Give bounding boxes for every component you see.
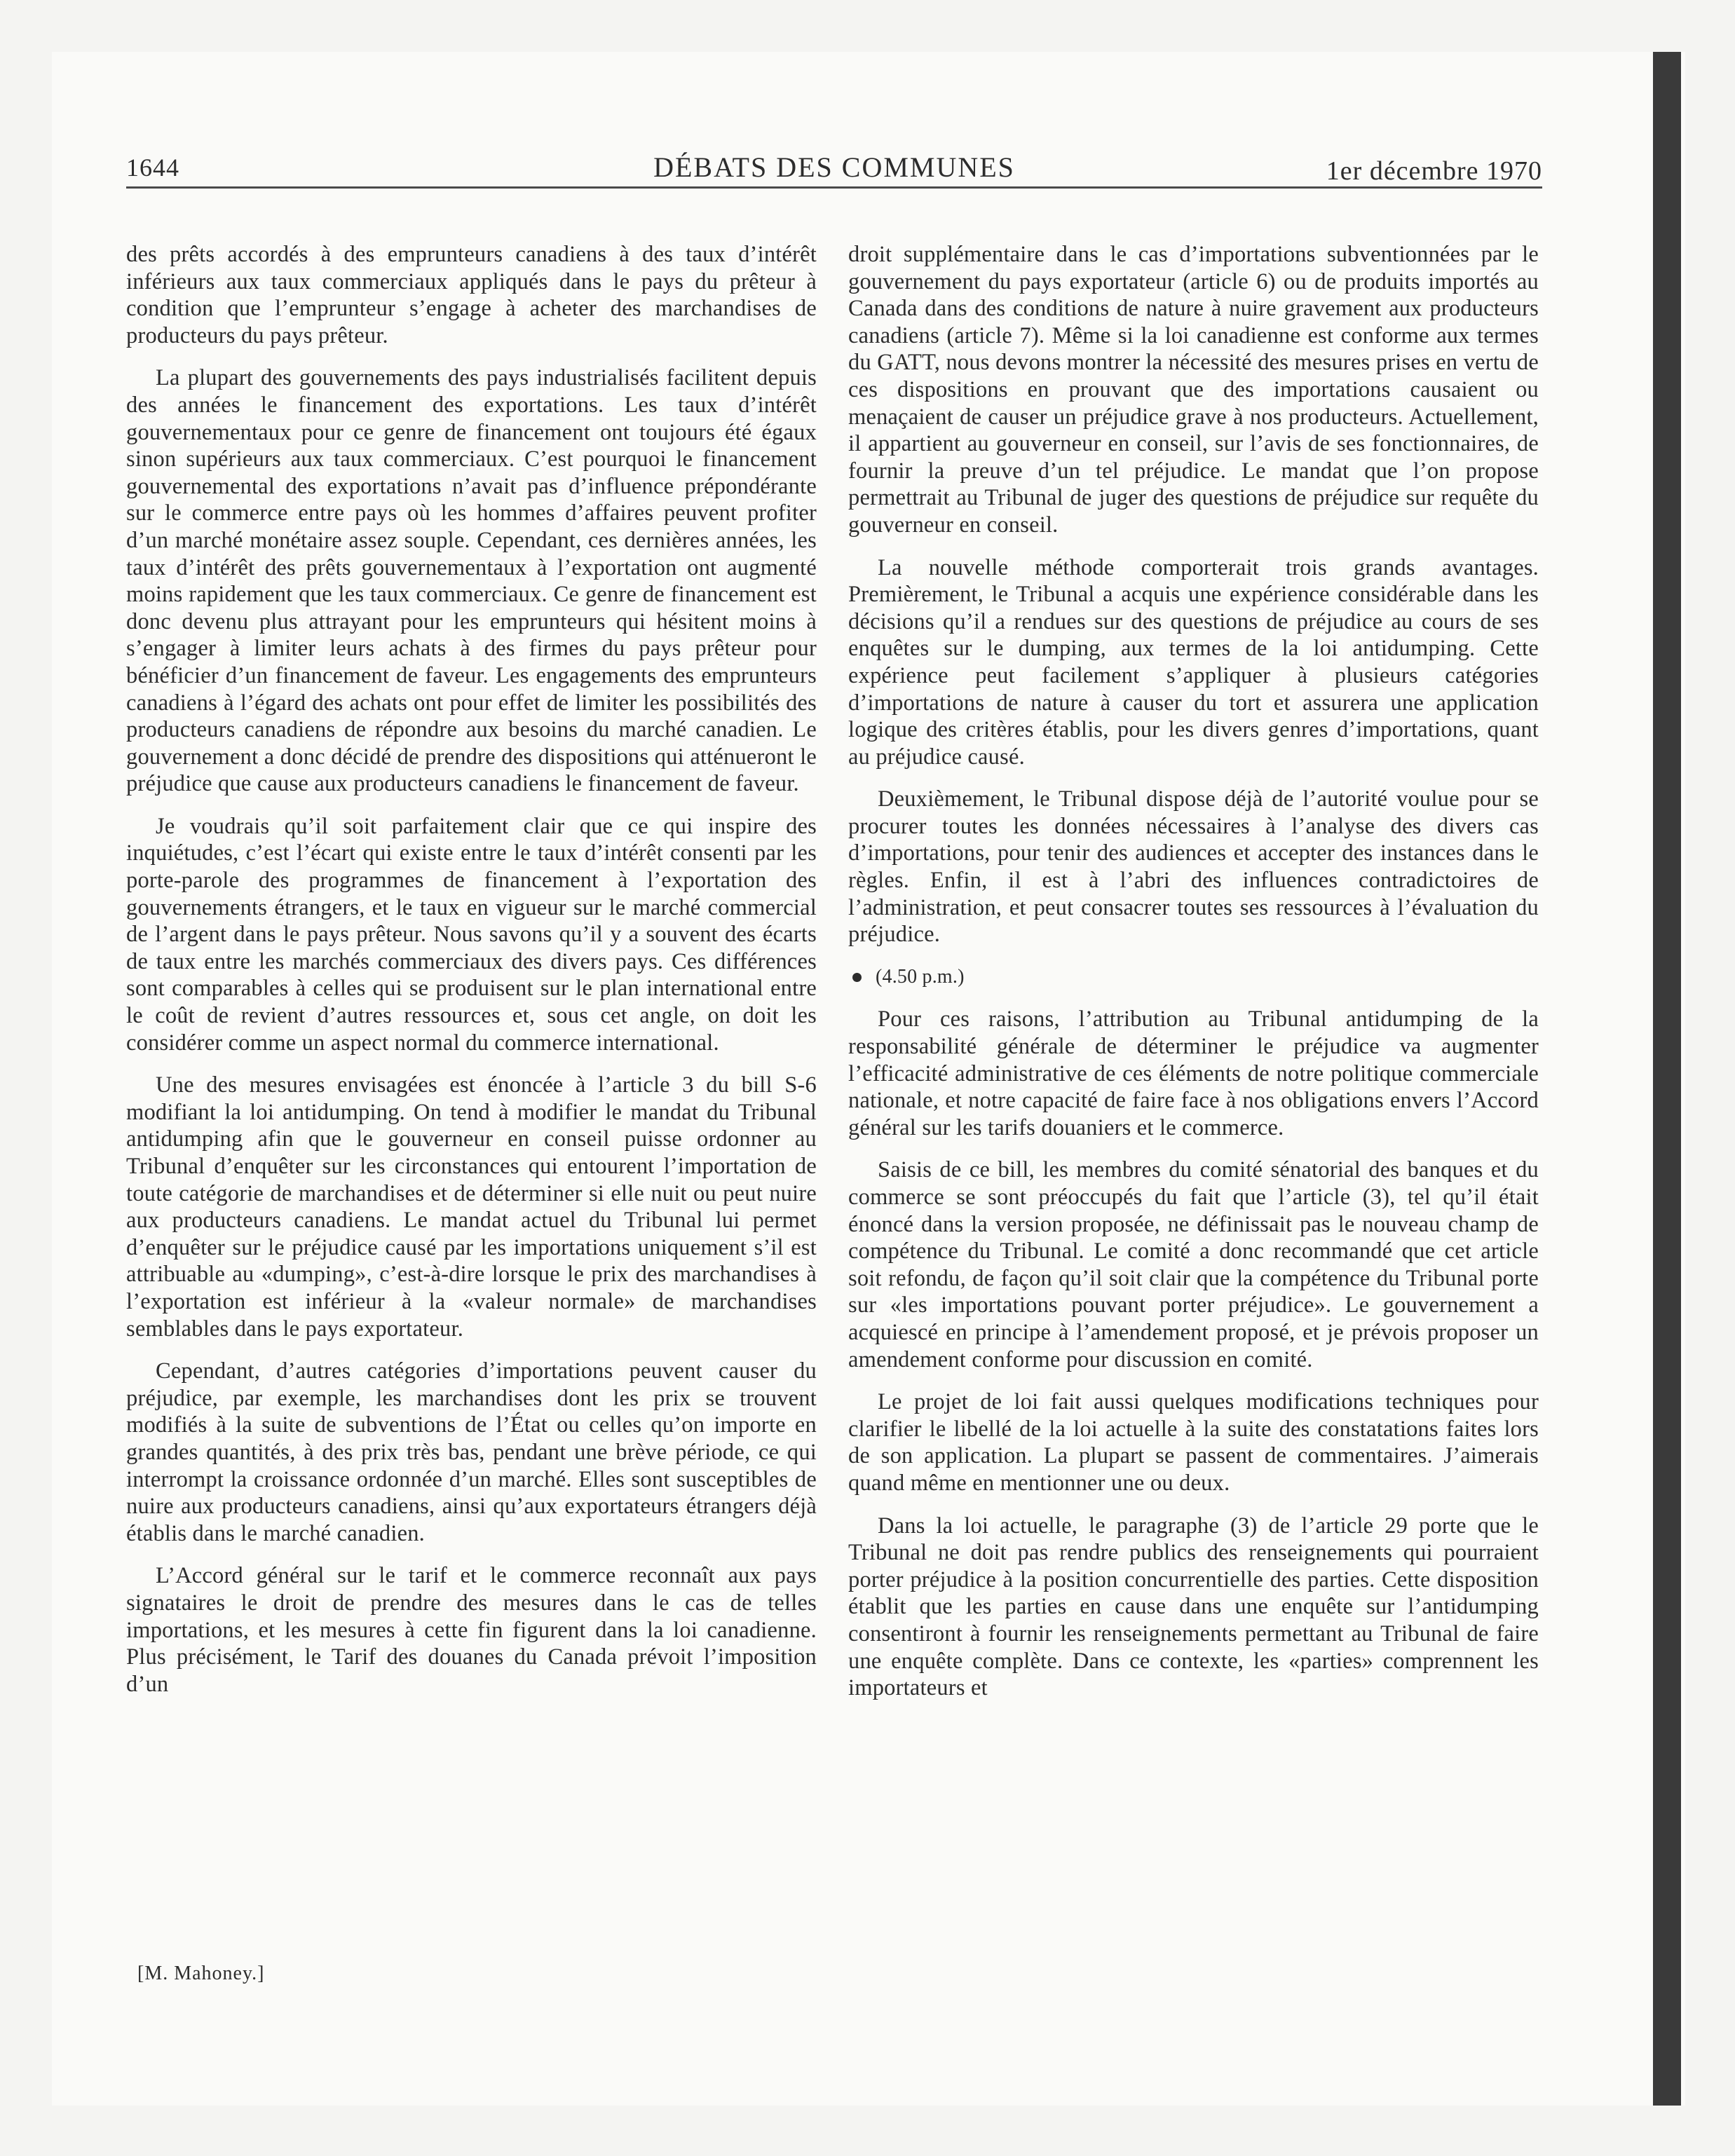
paragraph: L’Accord général sur le tarif et le commerce reconnaît aux pays signataires le droit de prendre des mesures dans le cas de telles importations, et les mesures à cette fin figurent dans la loi canadienne. Plus précisément, le Tarif des douanes du Canada prévoit l’imposition d’un bbox=[126, 1563, 817, 1697]
speaker-attribution: [M. Mahoney.] bbox=[137, 1963, 265, 1984]
paragraph: La plupart des gouvernements des pays industrialisés facilitent depuis des années le financement des exportations. Les taux d’intérêt gouvernementaux pour ce genre de financement ont toujours été égaux sinon supérieurs aux taux commerciaux. C’est pourquoi le financement gouvernemental des exportations n’avait pas d’influence prépondérante sur le commerce entre pays où les hommes d’affaires peuvent profiter d’un marché monétaire assez souple. Cependant, ces dernières années, les taux d’intérêt des prêts gouvernementaux à l’exportation ont augmenté moins rapidement que les taux commerciaux. Ce genre de financement est donc devenu plus attrayant pour les emprunteurs qui hésitent moins à s’engager à limiter leurs achats à des firmes du pays prêteur pour bénéficier d’un financement de faveur. Les engagements des emprunteurs canadiens à l’égard des achats ont pour effet de limiter les possibilités des producteurs canadiens de répondre aux besoins du marché canadien. Le gouvernement a donc décidé de prendre des dispositions qui atténueront le préjudice que cause aux producteurs canadiens le financement de faveur. bbox=[126, 365, 817, 797]
publication-title: DÉBATS DES COMMUNES bbox=[653, 151, 1015, 183]
paragraph: Deuxièmement, le Tribunal dispose déjà de l’autorité voulue pour se procurer toutes les données nécessaires à l’analyse des divers cas d’importations, pour tenir des audiences et accepter des instances dans le règles. Enfin, il est à l’abri des influences contradictoires de l’administration, et peut consacrer toutes ses ressources à l’évaluation du préjudice. bbox=[848, 786, 1539, 948]
paragraph: Je voudrais qu’il soit parfaitement clair que ce qui inspire des inquiétudes, c’est l’écart qui existe entre le taux d’intérêt consenti par les porte-parole des programmes de financement à l’exportation des gouvernements étrangers, et le taux en vigueur sur le marché commercial de l’argent dans le pays prêteur. Nous savons qu’il y a souvent des écarts de taux entre les marchés commerciaux des divers pays. Ces différences sont comparables à celles qui se produisent sur le plan international entre le coût de revient d’autres ressources et, sous cet angle, on doit les considérer comme un aspect normal du commerce international. bbox=[126, 813, 817, 1056]
paragraph: La nouvelle méthode comporterait trois grands avantages. Premièrement, le Tribunal a acquis une expérience considérable dans les décisions qu’il a rendues sur des questions de préjudice au cours de ses enquêtes sur le dumping, aux termes de la loi antidumping. Cette expérience peut facilement s’appliquer à plusieurs catégories d’importations de nature à causer du tort et assurera une application logique des critères établis, pour les divers genres d’importations, quant au préjudice causé. bbox=[848, 554, 1539, 770]
time-marker bbox=[848, 964, 1539, 991]
paragraph: droit supplémentaire dans le cas d’importations subventionnées par le gouvernement du pays exportateur (article 6) ou de produits importés au Canada dans des conditions de nature à nuire gravement aux producteurs canadiens (article 7). Même si la loi canadienne est conforme aux termes du GATT, nous devons montrer la nécessité des mesures prises en vertu de ces dispositions en prouvant que des importations causaient ou menaçaient de causer un préjudice grave à nos producteurs. Actuellement, il appartient au gouverneur en conseil, sur l’avis de ses fonctionnaires, de fournir la preuve d’un tel préjudice. Le mandat que l’on propose permettrait au Tribunal de juger des questions de préjudice sur requête du gouverneur en conseil. bbox=[848, 242, 1539, 538]
page-number: 1644 bbox=[126, 153, 179, 182]
left-column bbox=[126, 241, 817, 1713]
bullet-icon bbox=[852, 973, 862, 982]
time-marker-text: (4.50 p.m.) bbox=[876, 965, 965, 988]
paragraph: Une des mesures envisagées est énoncée à l’article 3 du bill S-6 modifiant la loi antidumping. On tend à modifier le mandat du Tribunal antidumping afin que le gouverneur en conseil puisse ordonner au Tribunal d’enquêter sur les circonstances qui entourent l’importation de toute catégorie de marchandises et de déterminer si elle nuit ou peut nuire aux producteurs canadiens. Le mandat actuel du Tribunal lui permet d’enquêter sur le préjudice causé par les importations uniquement s’il est attribuable au «dumping», c’est-à-dire lorsque le prix des marchandises à l’exportation est inférieur à la «valeur normale» de marchandises semblables dans le pays exportateur. bbox=[126, 1072, 817, 1342]
paragraph: Dans la loi actuelle, le paragraphe (3) de l’article 29 porte que le Tribunal ne doit pas rendre publics des renseignements qui pourraient porter préjudice à la position concurrentielle des parties. Cette disposition établit que les parties en cause dans une enquête sur l’antidumping consentiront à fournir les renseignements permettant au Tribunal de faire une enquête complète. Dans ce contexte, les «parties» comprennent les importateurs et bbox=[848, 1513, 1539, 1701]
page-date: 1er décembre 1970 bbox=[1326, 156, 1542, 186]
paragraph: des prêts accordés à des emprunteurs canadiens à des taux d’intérêt inférieurs aux taux commerciaux appliqués dans le pays du prêteur à condition que l’emprunteur s’engage à acheter des marchandises de producteurs du pays prêteur. bbox=[126, 242, 817, 348]
paragraph: Saisis de ce bill, les membres du comité sénatorial des banques et du commerce se sont préoccupés du fait que l’article (3), tel qu’il était énoncé dans la version proposée, ne définissait pas le nouveau champ de compétence du Tribunal. Le comité a donc recommandé que cet article soit refondu, de façon qu’il soit clair que la compétence du Tribunal porte sur «les importations pouvant porter préjudice». Le gouvernement a acquiescé en principe à l’amendement proposé, et je prévois proposer un amendement conforme pour discussion en comité. bbox=[848, 1157, 1539, 1372]
paragraph: Pour ces raisons, l’attribution au Tribunal antidumping de la responsabilité générale de déterminer le préjudice va augmenter l’efficacité administrative de ces éléments de notre politique commerciale nationale, et notre capacité de faire face à nos obligations envers l’Accord général sur les tarifs douaniers et le commerce. bbox=[848, 1007, 1539, 1140]
scan-edge-bar bbox=[1653, 52, 1681, 2106]
right-column bbox=[848, 241, 1539, 1717]
paragraph: Le projet de loi fait aussi quelques modifications techniques pour clarifier le libellé de la loi actuelle à la suite des constatations faites lors de son application. La plupart se passent de commentaires. J’aimerais quand même en mentionner une ou deux. bbox=[848, 1389, 1539, 1496]
paragraph: Cependant, d’autres catégories d’importations peuvent causer du préjudice, par exemple, les marchandises dont les prix se trouvent modifiés à la suite de subventions de l’État ou celles qu’on importe en grandes quantités, à des prix très bas, pendant une brève période, ce qui interrompt la croissance ordonnée d’un marché. Elles sont susceptibles de nuire aux producteurs canadiens, ainsi qu’aux exportateurs étrangers déjà établis dans le marché canadien. bbox=[126, 1358, 817, 1546]
page-header bbox=[126, 146, 1542, 189]
